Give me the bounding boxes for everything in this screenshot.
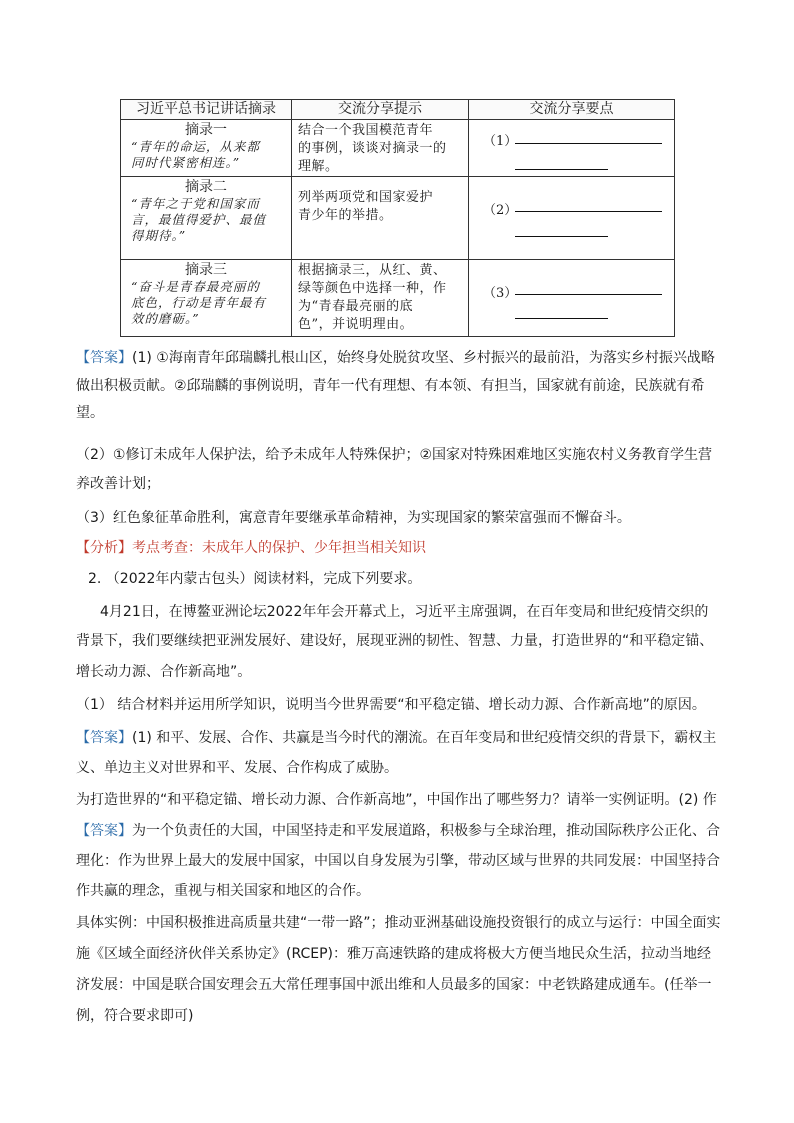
excerpt-title: 摘录三 — [185, 262, 227, 278]
answer-1-line: 做出积极贡献。②邱瑞麟的事例说明，青年一代有理想、有本领、有担当，国家就有前途，民族就有希 — [76, 378, 705, 394]
hint-line: 列举两项党和国家爱护 — [298, 190, 434, 205]
example-line: 施《区域全面经济伙伴关系协定》(RCEP)：雅万高速铁路的建成将极大方便当地民众生活，拉动当地经 — [76, 946, 712, 962]
example-line: 具体实例：中国积极推进高质量共建“一带一路”；推动亚洲基础设施投资银行的成立与运行：中国全面实 — [76, 915, 721, 931]
hint-cell — [292, 260, 469, 337]
analysis-text: 考点考查：未成年人的保护、少年担当相关知识 — [132, 540, 426, 556]
hint-line: 为“青春最亮丽的底 — [298, 299, 414, 314]
excerpt-cell — [121, 120, 292, 177]
excerpt-quote-line: “奋斗是青春最亮丽的 — [131, 279, 260, 294]
analysis-tag: 【分析】 — [76, 540, 132, 556]
answer-blank-line[interactable] — [515, 294, 662, 295]
hint-cell — [292, 120, 469, 177]
answer-cell[interactable] — [469, 260, 675, 337]
excerpt-quote-line: “青年之于党和国家而 — [131, 196, 260, 211]
question-2-material: 4月21日，在博鳌亚洲论坛2022年年会开幕式上，习近平主席强调，在百年变局和世纪疫情交织的 — [100, 604, 709, 620]
excerpt-title: 摘录一 — [185, 122, 227, 138]
answer-2-line: （2）①修订未成年人保护法，给予未成年人特殊保护；②国家对特殊困难地区实施农村义务教育学生营 — [76, 447, 713, 463]
hint-line: 的事例，谈谈对摘录一的 — [298, 141, 447, 156]
excerpt-quote-line: 效的磨砺。” — [131, 311, 200, 326]
answer-1-line: 望。 — [76, 405, 104, 421]
table-header-hint: 交流分享提示 — [292, 100, 469, 120]
answer-blank-line[interactable] — [515, 169, 608, 170]
excerpt-quote-line: 得期待。” — [131, 228, 187, 243]
answer-cell[interactable] — [469, 177, 675, 260]
answer-number: （1） — [483, 134, 518, 149]
exchange-table — [120, 99, 675, 337]
answer-blank-line[interactable] — [515, 211, 662, 212]
excerpt-quote-line: 同时代紧密相连。” — [131, 155, 241, 170]
table-row — [121, 120, 675, 177]
question-2-sub-2: 为打造世界的“和平稳定锚、增长动力源、合作新高地”，中国作出了哪些努力？请举一实例证明。(2) 作 — [76, 792, 717, 808]
hint-line: 理解。 — [298, 159, 339, 174]
answer-tag: 【答案】 — [76, 823, 132, 839]
answer-2-line: 养改善计划； — [76, 476, 160, 492]
excerpt-quote-line: “青年的命运，从来都 — [131, 139, 260, 154]
hint-cell — [292, 177, 469, 260]
answer-b2-line: 作共赢的理念，重视与相关国家和地区的合作。 — [76, 883, 370, 899]
question-2-material: 背景下，我们要继续把亚洲发展好、建设好，展现亚洲的韧性、智慧、力量，打造世界的“和平稳定锚、 — [76, 633, 714, 649]
example-line: 例，符合要求即可) — [76, 1008, 194, 1024]
answer-tag: 【答案】 — [76, 730, 132, 746]
hint-line: 结合一个我国模范青年 — [298, 123, 434, 138]
answer-b1-line: 义、单边主义对世界和平、发展、合作构成了威胁。 — [76, 760, 398, 776]
question-2-sub-1: （1） 结合材料并运用所学知识，说明当今世界需要“和平稳定锚、增长动力源、合作新高地”的原因。 — [76, 697, 706, 713]
table-row — [121, 177, 675, 260]
excerpt-cell — [121, 260, 292, 337]
answer-1-line: 【答案】(1) ①海南青年邱瑞麟扎根山区，始终身处脱贫攻坚、乡村振兴的最前沿，为落实乡村振兴战略 — [76, 350, 715, 366]
answer-number: （2） — [483, 203, 518, 218]
answer-cell[interactable] — [469, 120, 675, 177]
table-row — [121, 260, 675, 337]
question-2-heading: 2. （2022年内蒙古包头）阅读材料，完成下列要求。 — [88, 571, 422, 587]
answer-blank-line[interactable] — [515, 236, 608, 237]
table-header-points: 交流分享要点 — [469, 100, 675, 120]
answer-tag: 【答案】 — [76, 350, 132, 366]
answer-3-line: （3）红色象征革命胜利，寓意青年要继承革命精神，为实现国家的繁荣富强而不懈奋斗。 — [76, 510, 631, 526]
analysis-line — [76, 538, 726, 558]
excerpt-quote-line: 底色，行动是青年最有 — [131, 295, 267, 310]
answer-blank-line[interactable] — [515, 143, 662, 144]
answer-blank-line[interactable] — [515, 318, 608, 319]
answer-number: （3） — [483, 286, 518, 301]
excerpt-title: 摘录二 — [185, 179, 227, 195]
answer-b2-line: 【答案】为一个负责任的大国，中国坚持走和平发展道路，积极参与全球治理，推动国际秩序公正化、合 — [76, 823, 720, 839]
hint-line: 色”，并说明理由。 — [298, 317, 414, 332]
excerpt-quote-line: 言，最值得爱护、最值 — [131, 212, 267, 227]
hint-line: 青少年的举措。 — [298, 208, 393, 223]
example-line: 济发展：中国是联合国安理会五大常任理事国中派出维和人员最多的国家：中老铁路建成通车。(任举一 — [76, 977, 712, 993]
table-header-excerpt: 习近平总书记讲话摘录 — [121, 100, 292, 120]
question-2-material: 增长动力源、合作新高地”。 — [76, 664, 252, 680]
hint-line: 根据摘录三，从红、黄、 — [298, 263, 447, 278]
answer-b1-line: 【答案】(1) 和平、发展、合作、共赢是当今时代的潮流。在百年变局和世纪疫情交织的背景下，霸权主 — [76, 730, 717, 746]
hint-line: 绿等颜色中选择一种，作 — [298, 281, 447, 296]
excerpt-cell — [121, 177, 292, 260]
answer-b2-line: 理化：作为世界上最大的发展中国家，中国以自身发展为引擎，带动区域与世界的共同发展：中国坚持合 — [76, 853, 720, 869]
